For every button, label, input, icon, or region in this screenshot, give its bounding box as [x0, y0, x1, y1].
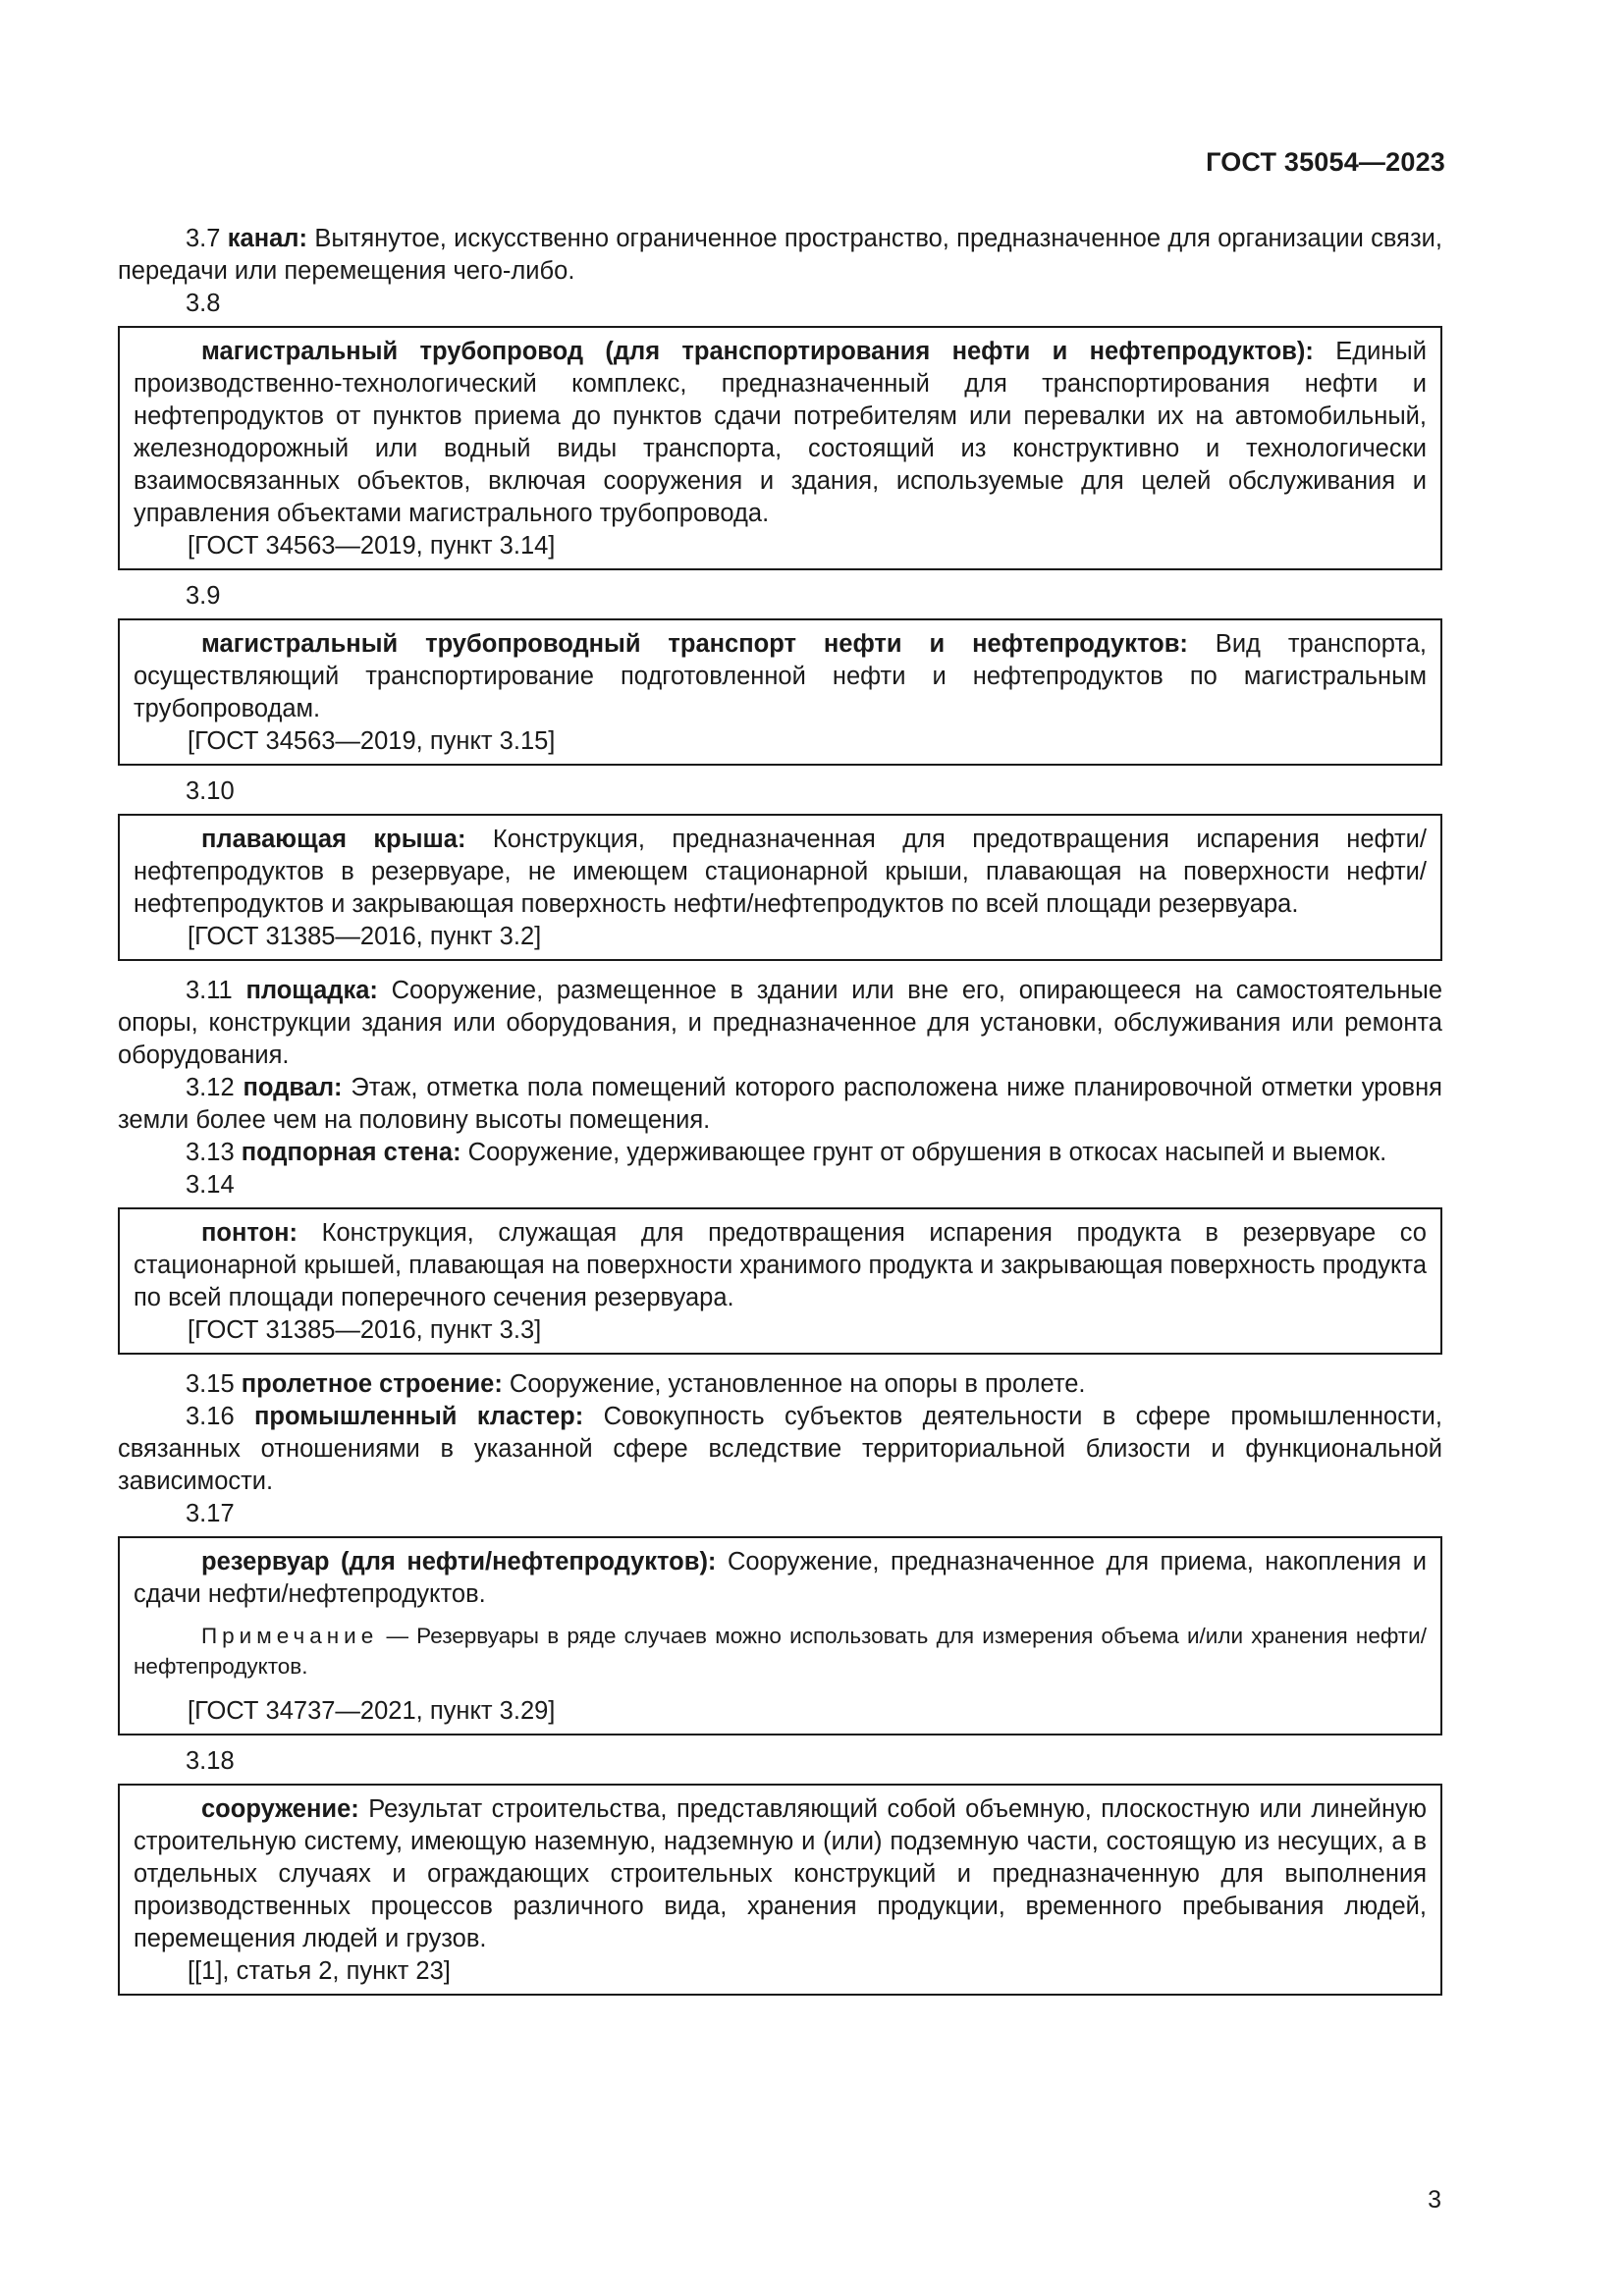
source-reference: [ГОСТ 31385—2016, пункт 3.2]: [188, 923, 542, 950]
entry-number: 3.16: [186, 1403, 255, 1430]
source-reference: [ГОСТ 34563—2019, пункт 3.14]: [188, 532, 556, 560]
entry-number-3-9: 3.9: [186, 582, 221, 610]
term-definition: Этаж, отметка пола помещений которого расположена ниже планировочной отметки уровня земли более чем на половину высоты помещения.: [118, 1074, 1442, 1134]
entry-number: 3.7: [186, 225, 228, 252]
term-entry-3-13: [118, 1137, 1442, 1169]
term-definition: Сооружение, удерживающее грунт от обрушения в откосах насыпей и выемок.: [460, 1139, 1387, 1166]
note-text: — Резервуары в ряде случаев можно использовать для измерения объема и/или хранения нефти/нефтепродуктов.: [134, 1624, 1427, 1679]
entry-number: 3.11: [186, 977, 246, 1004]
term-entry: [134, 824, 1427, 921]
term-name: канал:: [227, 225, 308, 252]
term-definition: Вытянутое, искусственно ограниченное пространство, предназначенное для организации связи, передачи или перемещения чего-либо.: [118, 225, 1442, 285]
entry-number: 3.15: [186, 1370, 242, 1398]
entry-number-3-18: 3.18: [186, 1747, 235, 1775]
term-entry-3-11: [118, 975, 1442, 1072]
term-name: понтон:: [201, 1219, 298, 1247]
document-number: ГОСТ 35054—2023: [1206, 147, 1445, 177]
term-definition: Сооружение, размещенное в здании или вне его, опирающееся на самостоятельные опоры, конструкции здания или оборудования, и предназначенное для установки, обслуживания или ремонта оборудования.: [118, 977, 1442, 1069]
term-name: магистральный трубопроводный транспорт нефти и нефтепродуктов:: [201, 630, 1188, 658]
term-entry: [134, 1793, 1427, 1955]
term-name: плавающая крыша:: [201, 826, 466, 853]
term-name: промышленный кластер:: [254, 1403, 584, 1430]
term-entry: [134, 628, 1427, 725]
term-name: площадка:: [245, 977, 378, 1004]
term-definition: Сооружение, предназначенное для приема, накопления и сдачи нефти/нефтепродуктов.: [134, 1548, 1427, 1608]
note-label: Примечание: [201, 1624, 379, 1648]
term-entry-3-15: [118, 1368, 1442, 1401]
term-name: резервуар (для нефти/нефтепродуктов):: [201, 1548, 717, 1575]
term-definition: Конструкция, служащая для предотвращения испарения продукта в резервуаре со стационарной крышей, плавающая на поверхности хранимого продукта и закрывающая поверхность продукта по всей площади поперечного сечения резервуара.: [134, 1219, 1427, 1311]
term-definition: Сооружение, установленное на опоры в пролете.: [502, 1370, 1086, 1398]
term-box-3-10: [118, 814, 1442, 961]
entry-number: 3.13: [186, 1139, 242, 1166]
term-name: магистральный трубопровод (для транспортирования нефти и нефтепродуктов):: [201, 338, 1314, 365]
terms-section: [118, 223, 1442, 2005]
source-reference: [ГОСТ 31385—2016, пункт 3.3]: [188, 1316, 542, 1344]
term-definition: Конструкция, предназначенная для предотвращения испарения нефти/нефтепродуктов в резервуаре, не имеющем стационарной крыши, плавающая на поверхности нефти/нефтепродуктов и закрывающая поверхность нефти/нефтепродуктов по всей площади резервуара.: [134, 826, 1427, 918]
source-reference: [ГОСТ 34563—2019, пункт 3.15]: [188, 727, 556, 755]
term-entry-3-7: [118, 223, 1442, 288]
term-definition: Результат строительства, представляющий собой объемную, плоскостную или линейную строительную систему, имеющую наземную, надземную и (или) подземную части, состоящую из несущих, а в отдельных случаях и ограждающих строительных конструкций и предназначенную для выполнения производственных процессов различного вида, хранения продукции, временного пребывания людей, перемещения людей и грузов.: [134, 1795, 1427, 1952]
entry-number-3-14: 3.14: [186, 1171, 235, 1199]
term-box-3-18: [118, 1784, 1442, 1996]
entry-number-3-8: 3.8: [186, 290, 221, 317]
page-number: 3: [1428, 2186, 1441, 2214]
term-name: сооружение:: [201, 1795, 359, 1823]
term-entry: [134, 1217, 1427, 1314]
term-definition: Единый производственно-технологический комплекс, предназначенный для транспортирования нефти и нефтепродуктов от пунктов приема до пунктов сдачи потребителям или перевалки их на автомобильный, железнодорожный или водный виды транспорта, состоящий из конструктивно и технологически взаимосвязанных объектов, включая сооружения и здания, используемые для целей обслуживания и управления объектами магистрального трубопровода.: [134, 338, 1428, 527]
source-reference: [[1], статья 2, пункт 23]: [188, 1957, 451, 1985]
source-reference: [ГОСТ 34737—2021, пункт 3.29]: [188, 1697, 556, 1725]
entry-number-3-17: 3.17: [186, 1500, 235, 1527]
term-entry-3-16: [118, 1401, 1442, 1498]
term-box-3-9: [118, 618, 1442, 766]
term-entry: [134, 336, 1427, 530]
term-entry-3-12: [118, 1072, 1442, 1137]
term-definition: Совокупность субъектов деятельности в сфере промышленности, связанных отношениями в указанной сфере вследствие территориальной близости и функциональной зависимости.: [118, 1403, 1442, 1495]
term-name: пролетное строение:: [241, 1370, 503, 1398]
entry-number: 3.12: [186, 1074, 244, 1101]
term-box-3-14: [118, 1207, 1442, 1355]
term-entry: [134, 1546, 1427, 1611]
term-name: подвал:: [243, 1074, 343, 1101]
term-box-3-8: [118, 326, 1442, 570]
note: [134, 1621, 1427, 1682]
term-name: подпорная стена:: [241, 1139, 461, 1166]
entry-number-3-10: 3.10: [186, 777, 235, 805]
term-definition: Вид транспорта, осуществляющий транспортирование подготовленной нефти и нефтепродуктов по магистральным трубопроводам.: [134, 630, 1427, 722]
term-box-3-17: [118, 1536, 1442, 1735]
